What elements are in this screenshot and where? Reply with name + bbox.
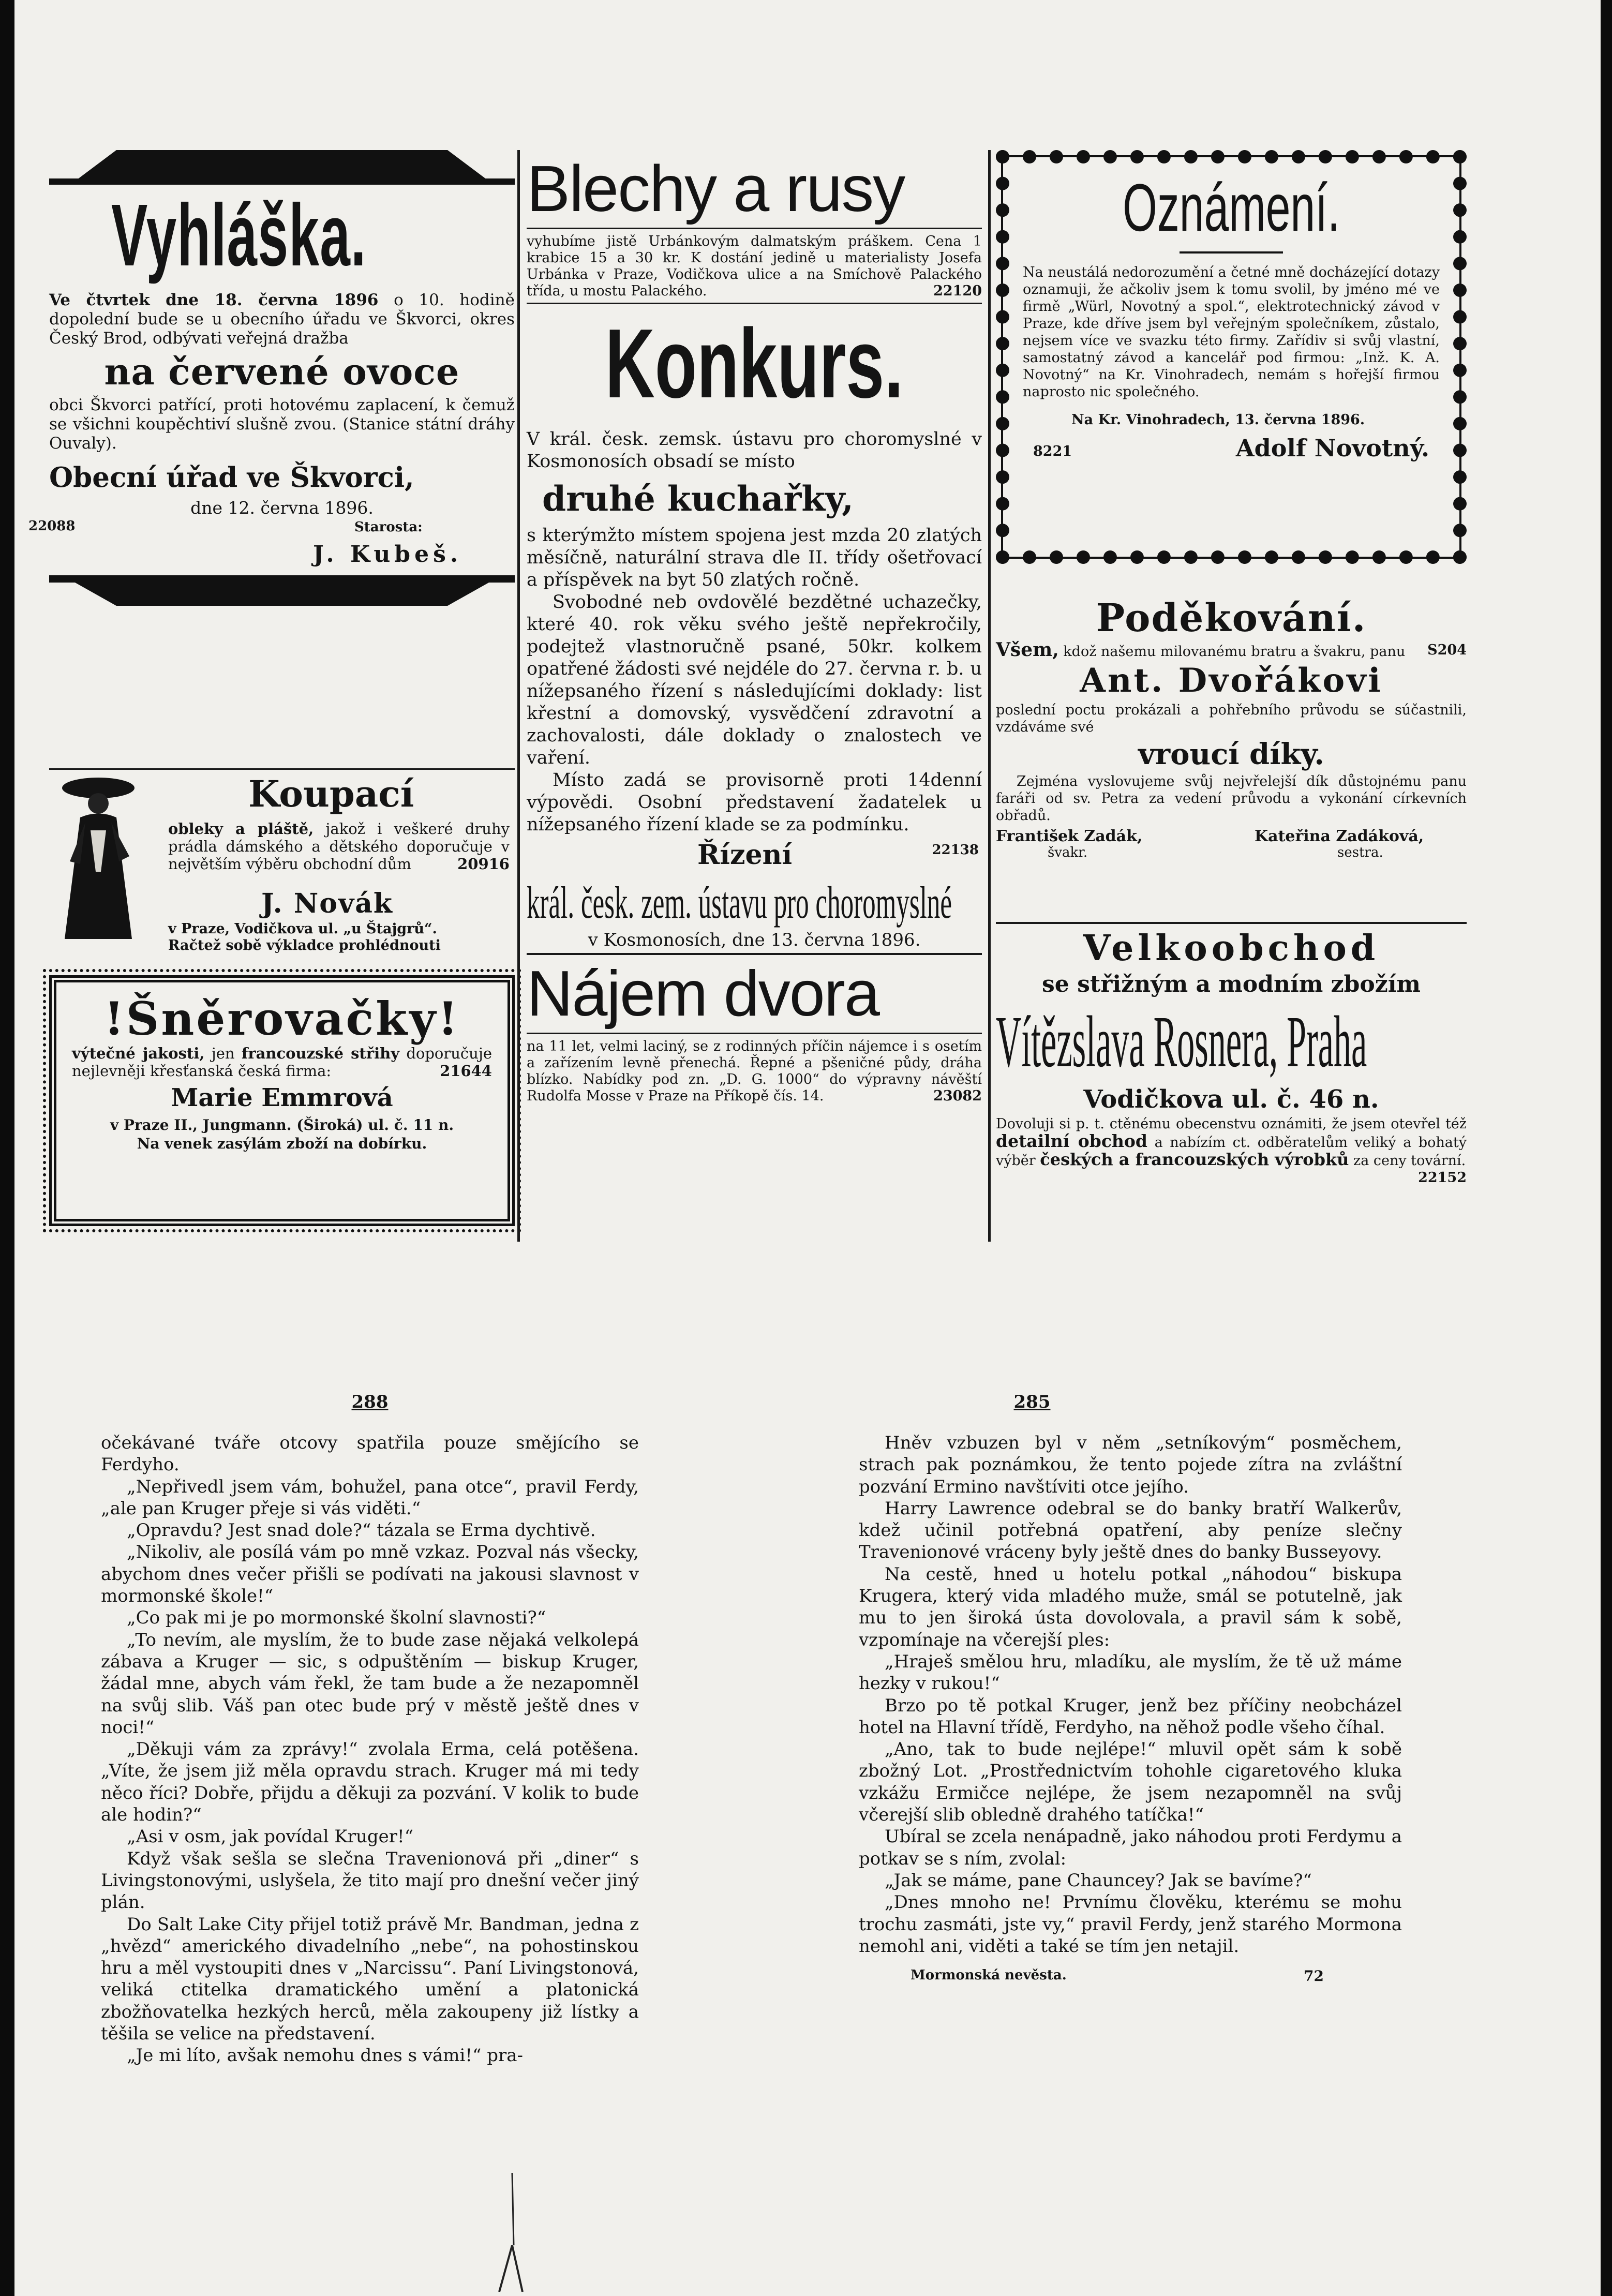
story-right-paragraph: „Hraješ smělou hru, mladíku, ale myslím, že tě už máme hezky v rukou!“ bbox=[859, 1651, 1402, 1694]
story-left-paragraph: Do Salt Lake City přijel totiž právě Mr. Bandman, jedna z „hvězd“ amerického divadelního „nebe“, na pohostinskou hru a měl vystoupiti dnes v „Narcissu“. Paní Livingstonová, veliká ctitelka dramatického umění a platonická zbožňovatelka hezkých herců, měla zakoupeny již lístky a těšila se velice na představení. bbox=[101, 1914, 639, 2045]
podekovani-body: poslední poctu prokázali a pohřebního průvodu se súčastnili, vzdáváme své bbox=[996, 702, 1467, 735]
blechy-number: 22120 bbox=[933, 283, 982, 299]
story-right-paragraph: „Ano, tak to bude nejlépe!“ mluvil opět sám k sobě zbožný Lot. „Prostřednictvím tohohle cigaretového kluka vzkážu Ermičce nejlépe, že jsem nezapomněl na svůj včerejší slib obledně drahého tatíčka!“ bbox=[859, 1739, 1402, 1826]
konkurs-signoff: Řízení bbox=[697, 839, 793, 871]
velkoobchod-body-a: Dovoluji si p. t. ctěnému obecenstvu oznámiti, že jsem otevřel též bbox=[996, 1116, 1467, 1132]
story-right-paragraph: Brzo po tě potkal Kruger, jenž bez příčiny neobcházel hotel na Hlavní třídě, Ferdyho, na něhož podle všeho číhal. bbox=[859, 1695, 1402, 1738]
velkoobchod-firm: Vítězslava Rosnera, Praha bbox=[996, 1001, 1367, 1082]
velkoobchod-body-c: za ceny tovární. bbox=[1349, 1153, 1466, 1169]
velkoobchod-body-bold2: českých a francouzských výrobků bbox=[1040, 1150, 1349, 1169]
story-right-footer-number: 72 bbox=[1304, 1967, 1324, 1985]
snerovacky-body-mid: jen bbox=[204, 1045, 242, 1062]
vyhlaska-intro bbox=[49, 291, 515, 348]
snerovacky-number: 21644 bbox=[440, 1062, 492, 1080]
oznameni-signature: Adolf Novotný. bbox=[1235, 434, 1429, 462]
vyhlaska-date-bold: Ve čtvrtek dne 18. června 1896 bbox=[49, 291, 379, 309]
story-left-paragraph: „Je mi líto, avšak nemohu dnes s vámi!“ pra- bbox=[127, 2045, 524, 2066]
vyhlaska-bottom-band bbox=[49, 575, 515, 612]
podekovani-signer1-role: švakr. bbox=[1048, 845, 1088, 860]
blechy-rule bbox=[527, 228, 982, 229]
story-page-right bbox=[859, 1392, 1402, 1993]
konkurs-position: druhé kuchařky, bbox=[542, 479, 854, 519]
vyhlaska-signature: J. Kubeš. bbox=[313, 541, 462, 568]
scan-pen-mark bbox=[494, 2173, 530, 2292]
story-left-paragraph: „Nikoliv, ale posílá vám po mně vzkaz. Pozval nás všecky, abychom dnes večer přišli se podívati na jakousi slavnost v mormonské škole!“ bbox=[101, 1542, 639, 1607]
velkoobchod-body-b: a nabízím ct. odběratelům veliký a bohatý výběr bbox=[996, 1135, 1467, 1169]
story-left-paragraph: „To nevím, ale myslím, že to bude zase nějaká velkolepá zábava a Kruger — sic, s odpuštěním — biskup Kruger, žádal mne, abych vám řekl, že tam bude a že nezapomněl na svůj slib. Váš pan otec bude prý v městě ještě dnes v noci!“ bbox=[101, 1629, 639, 1738]
konkurs-para1: s kterýmžto místem spojena jest mzda 20 zlatých měsíčně, naturální strava dle II. třídy ošetřovací a příspěvek na byt 50 zlatých ročně. bbox=[527, 525, 982, 590]
oznameni-body: Na neustálá nedorozumění a četné mně docházející dotazy oznamuji, že ačkoliv jsem k tomu svolil, by jméno mé ve firmě „Würl, Novotný a spol.“, elektrotechnický závod v Praze, kde dříve jsem byl veřejným společníkem, zůstalo, nejsem více ve svazku této firmy. Zařídiv si svůj vlastní, samostatný závod a kancelář pod firmou: „Inž. K. A. Novotný“ na Kr. Vinohradech, nemám s hořejší firmou naprosto nic společného. bbox=[1023, 264, 1440, 400]
konkurs-title: Konkurs. bbox=[605, 309, 904, 419]
koupaci-body-bold: obleky a pláště, bbox=[168, 820, 314, 838]
story-left-paragraph: „Děkuji vám za zprávy!“ zvolala Erma, celá potěšena. „Víte, že jsem již měla opravdu strach. Kruger má mi tedy něco říci? Dobře, přijdu a děkuji za pozvání. V kolik to bude ale hodin?“ bbox=[101, 1739, 639, 1826]
oznameni-divider bbox=[1180, 251, 1283, 254]
podekovani-title: Poděkování. bbox=[1096, 596, 1367, 640]
koupaci-address: v Praze, Vodičkova ul. „u Štajgrů“. bbox=[168, 921, 437, 937]
podekovani-body2: Zejména vyslovujeme svůj nejvřelejší dík důstojnému panu faráři od sv. Petra za vedení průvodu a vykonání církevních obřadů. bbox=[996, 773, 1467, 824]
story-left-paragraph: „Nepřivedl jsem vám, bohužel, pana otce“, pravil Ferdy, „ale pan Kruger přeje si vás viděti.“ bbox=[101, 1476, 639, 1519]
oznameni-place-date: Na Kr. Vinohradech, 13. června 1896. bbox=[1071, 412, 1365, 428]
divider-velkoobchod bbox=[996, 922, 1467, 924]
velkoobchod-address: Vodičkova ul. č. 46 n. bbox=[1083, 1085, 1379, 1114]
ad-velkoobchod bbox=[996, 927, 1467, 1186]
lady-figure-illustration bbox=[49, 773, 147, 944]
snerovacky-note: Na venek zasýlám zboží na dobírku. bbox=[137, 1135, 427, 1152]
story-left-page-number: 288 bbox=[351, 1392, 389, 1412]
snerovacky-body-bold: výtečné jakosti, bbox=[72, 1045, 205, 1062]
column-middle-ads bbox=[527, 150, 982, 1105]
column-rule-2 bbox=[988, 150, 991, 1242]
velkoobchod-subtitle: se střižným a modním zbožím bbox=[1042, 971, 1421, 997]
story-page-left bbox=[101, 1392, 639, 2067]
vyhlaska-office: Obecní úřad ve Škvorci, bbox=[49, 461, 414, 494]
vyhlaska-role: Starosta: bbox=[354, 519, 423, 535]
blechy-body-text: vyhubíme jistě Urbánkovým dalmatským práškem. Cena 1 krabice 15 a 30 kr. K dostání jedině u materialisty Josefa Urbánka v Praze, Vodičkova ulice a na Smíchově Palackého třída, u mostu Palackého. bbox=[527, 233, 982, 299]
story-right-paragraph: Na cestě, hned u hotelu potkal „náhodou“ biskupa Krugera, který vida mladého muže, smál se potutelně, jak mu to jen široká ústa dovolovala, a pravil sám k sobě, vzpomínaje na včerejší ples: bbox=[859, 1563, 1402, 1650]
snerovacky-body bbox=[72, 1045, 492, 1080]
story-right-paragraph: „Jak se máme, pane Chauncey? Jak se bavíme?“ bbox=[885, 1870, 1312, 1891]
konkurs-institution: král. česk. zem. ústavu pro choromyslné bbox=[527, 878, 952, 928]
koupaci-body-text: jakož i veškeré druhy prádla dámského a dětského doporučuje v největším výběru obchodní dům bbox=[168, 820, 510, 873]
story-right-paragraph: Ubíral se zcela nenápadně, jako náhodou proti Ferdymu a potkav se s ním, zvolal: bbox=[859, 1826, 1402, 1869]
podekovani-thanks: vroucí díky. bbox=[1138, 737, 1324, 771]
najem-body-text: na 11 let, velmi laciný, se z rodinných příčin nájemce i s osetím a zařízením levně přenechá. Řepné a pšeničné půdy, dráha blízko. Nabídky pod zn. „D. G. 1000“ do výpravny návěští Rudolfa Mosse v Praze na Příkopě čís. 14. bbox=[527, 1038, 982, 1104]
velkoobchod-number: 22152 bbox=[1418, 1170, 1467, 1186]
vyhlaska-number: 22088 bbox=[28, 518, 76, 534]
column-left-ads bbox=[28, 150, 515, 612]
najem-number: 23082 bbox=[933, 1088, 982, 1104]
snerovacky-body-bold2: francouzské střihy bbox=[241, 1045, 400, 1062]
story-right-paragraph: Hněv vzbuzen byl v něm „setníkovým“ posměchem, strach pak poznámkou, že tento pojede zítra na zvláštní pozvání Ermino navštíviti otce jejího. bbox=[859, 1433, 1402, 1497]
story-left-paragraph: Když však sešla se slečna Travenionová při „diner“ s Livingstonovými, uslyšela, že tito mají pro dnešní večer jiný plán. bbox=[101, 1848, 639, 1913]
koupaci-number: 20916 bbox=[457, 855, 510, 873]
koupaci-title: Koupací bbox=[248, 772, 414, 815]
scan-border-left bbox=[0, 0, 14, 2296]
vyhlaska-intro-text: o 10. hodině dopolední bude se u obecního úřadu ve Škvorci, okres Český Brod, odbývati veřejná dražba bbox=[49, 291, 515, 348]
najem-title: Nájem dvora bbox=[527, 958, 879, 1030]
story-left-paragraph: očekávané tváře otcovy spatřila pouze smějícího se Ferdyho. bbox=[101, 1433, 639, 1475]
snerovacky-name: Marie Emmrová bbox=[171, 1083, 393, 1112]
story-right-text bbox=[859, 1432, 1402, 1957]
story-right-paragraph: „Dnes mnoho ne! Prvnímu člověku, kterému se mohu trochu zasmáti, jste vy,“ pravil Ferdy, jenž starého Mormona nemohl ani, viděti a také se tím jen netajil. bbox=[859, 1892, 1402, 1957]
oznameni-number: 8221 bbox=[1033, 443, 1072, 459]
najem-rule-bottom bbox=[527, 1033, 982, 1034]
koupaci-name: J. Novák bbox=[261, 888, 393, 919]
column-rule-1 bbox=[517, 150, 520, 1242]
story-right-page-number: 285 bbox=[1013, 1392, 1051, 1412]
oznameni-title: Oznámení. bbox=[1123, 170, 1340, 245]
koupaci-note: Račtež sobě výkladce prohlédnouti bbox=[168, 937, 441, 953]
vyhlaska-top-band bbox=[49, 150, 515, 186]
vyhlaska-title: Vyhláška. bbox=[111, 186, 367, 285]
konkurs-place-date: v Kosmonosích, dne 13. června 1896. bbox=[588, 930, 921, 950]
velkoobchod-body-bold: detailní obchod bbox=[996, 1131, 1148, 1151]
snerovacky-address: v Praze II., Jungmann. (Široká) ul. č. 11 n. bbox=[110, 1116, 454, 1134]
velkoobchod-title: Velkoobchod bbox=[1083, 928, 1380, 969]
story-left-paragraph: „Opravdu? Jest snad dole?“ tázala se Erma dychtivě. bbox=[127, 1520, 596, 1541]
podekovani-line1 bbox=[996, 639, 1467, 661]
podekovani-number: S204 bbox=[1427, 642, 1467, 658]
story-right-footer-title: Mormonská nevěsta. bbox=[911, 1967, 1067, 1984]
podekovani-signer2-role: sestra. bbox=[1337, 845, 1383, 860]
blechy-body bbox=[527, 233, 982, 300]
najem-body bbox=[527, 1038, 982, 1105]
konkurs-para2: Svobodné neb ovdovělé bezdětné uchazečky, které 40. rok věku svého ještě nepřekročily, podejtež vlastnoručně psané, 50kr. kolkem opatřené žádosti své nejdéle do 27. června r. b. u nížepsaného řízení s následujícími doklady: list křestní a domovský, vysvědčení zdravotní a zachovalosti, dále doklady o znalostech ve vaření. bbox=[527, 592, 982, 768]
vyhlaska-body: obci Škvorci patřící, proti hotovému zaplacení, k čemuž se všichni koupěchtiví slušně zvou. (Stanice státní dráhy Ouvaly). bbox=[49, 396, 515, 453]
divider-koupaci bbox=[49, 768, 515, 770]
koupaci-body bbox=[168, 820, 510, 873]
podekovani-name: Ant. Dvořákovi bbox=[1080, 661, 1383, 700]
ad-oznameni bbox=[996, 150, 1467, 564]
ad-snerovacky bbox=[49, 975, 515, 1226]
podekovani-line1-text: kdož našemu milovanému bratru a švakru, panu bbox=[1058, 644, 1406, 660]
vyhlaska-headline: na červené ovoce bbox=[104, 350, 460, 393]
velkoobchod-body bbox=[996, 1115, 1467, 1186]
konkurs-intro: V král. česk. zemsk. ústavu pro choromyslné v Kosmonosích obsadí se místo bbox=[527, 429, 982, 472]
story-left-paragraph: „Co pak mi je po mormonské školní slavnosti?“ bbox=[127, 1607, 546, 1629]
scan-border-right bbox=[1601, 0, 1612, 2296]
blechy-title: Blechy a rusy bbox=[527, 152, 905, 225]
podekovani-signer2: Kateřina Zadáková, bbox=[1255, 827, 1424, 845]
podekovani-signer1: František Zadák, bbox=[996, 827, 1143, 845]
story-left-paragraph: „Asi v osm, jak povídal Kruger!“ bbox=[127, 1826, 414, 1847]
ad-podekovani bbox=[996, 595, 1467, 863]
story-left-text bbox=[101, 1432, 639, 2067]
konkurs-para3: Místo zadá se provisorně proti 14denní výpovědi. Osobní představení žadatelek u nížepsaného řízení klade se za podmínku. bbox=[527, 770, 982, 835]
vyhlaska-date: dne 12. června 1896. bbox=[190, 498, 374, 518]
ad-koupaci bbox=[49, 772, 515, 953]
snerovacky-body-text: doporučuje nejlevněji křesťanská česká firma: bbox=[72, 1045, 492, 1080]
snerovacky-title: !Šněrovačky! bbox=[104, 992, 460, 1046]
konkurs-number: 22138 bbox=[932, 842, 979, 858]
story-right-paragraph: Harry Lawrence odebral se do banky bratří Walkerův, kdež učinil potřebná opatření, aby peníze slečny Travenionové vráceny byly ještě dnes do banky Busseyovy. bbox=[859, 1498, 1402, 1563]
podekovani-line1-bold: Všem, bbox=[996, 639, 1059, 661]
